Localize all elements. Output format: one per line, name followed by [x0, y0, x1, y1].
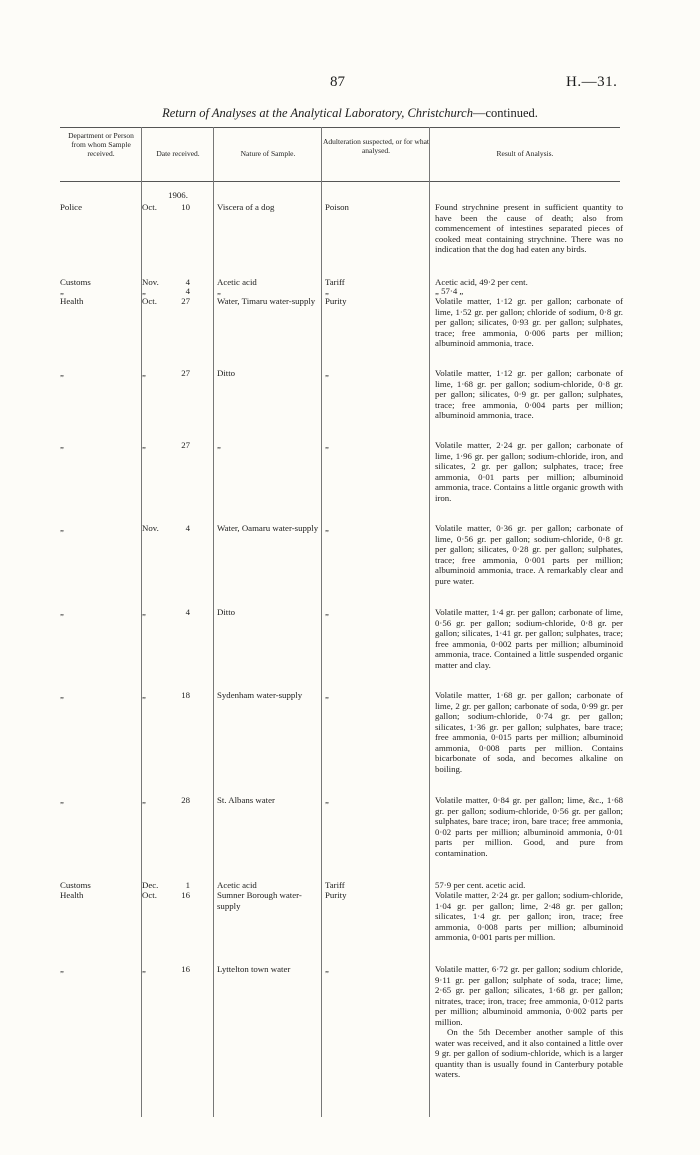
cell-day: 27	[181, 296, 190, 306]
cell-month: Nov.	[142, 277, 159, 287]
cell-result: 57·9 per cent. acetic acid.	[435, 880, 526, 890]
cell-department: „	[60, 523, 64, 533]
cell-result: „ 57·4 „	[435, 286, 464, 296]
cell-month: „	[142, 286, 146, 296]
header-result: Result of Analysis.	[496, 149, 554, 158]
cell-nature: Acetic acid	[217, 277, 257, 287]
cell-day: 18	[181, 690, 190, 700]
cell-adulteration: Tariff	[325, 277, 345, 287]
cell-day: 4	[185, 286, 190, 296]
cell-day: 4	[185, 523, 190, 533]
cell-department: Customs	[60, 880, 91, 890]
header-department: Department or Person from whom Sample received.	[68, 131, 134, 158]
cell-day: 4	[185, 277, 190, 287]
cell-month: Oct.	[142, 296, 157, 306]
column-divider	[429, 127, 430, 1117]
cell-day: 1	[185, 880, 190, 890]
cell-result: Acetic acid, 49·2 per cent.	[435, 277, 528, 287]
cell-adulteration: Tariff	[325, 880, 345, 890]
cell-nature: Viscera of a dog	[217, 202, 275, 212]
cell-department: „	[60, 690, 64, 700]
cell-nature: Water, Timaru water-supply	[217, 296, 316, 306]
cell-result: Volatile matter, 2·24 gr. per gallon; carbonate of lime, 1·96 gr. per gallon; sodium-chloride, iron, and silicates, 2 gr. per gallon; sulphates, trace; free ammonia, 0·01 parts per million; albuminoid ammonia, trace. Contains a little organic growth with iron.	[435, 440, 623, 503]
cell-month: „	[142, 964, 146, 974]
year-label: 1906.	[168, 190, 188, 200]
cell-day: 10	[181, 202, 190, 212]
cell-month: Nov.	[142, 523, 159, 533]
cell-department: Health	[60, 296, 84, 306]
title-main: Return of Analyses at the Analytical Laboratory, Christchurch	[162, 106, 473, 120]
cell-nature: St. Albans water	[217, 795, 275, 805]
cell-month: „	[142, 690, 146, 700]
cell-nature: „	[217, 440, 221, 450]
page-title	[0, 106, 700, 121]
cell-nature: „	[217, 286, 221, 296]
cell-department: „	[60, 286, 64, 296]
cell-day: 27	[181, 440, 190, 450]
cell-month: Oct.	[142, 890, 157, 900]
column-divider	[213, 127, 214, 1117]
cell-adulteration: „	[325, 690, 329, 700]
cell-month: „	[142, 607, 146, 617]
cell-adulteration: Purity	[325, 890, 347, 900]
page-number: 87	[330, 74, 345, 90]
cell-day: 27	[181, 368, 190, 378]
cell-nature: Ditto	[217, 607, 236, 617]
cell-department: „	[60, 964, 64, 974]
header-adulteration: Adulteration suspected, or for what analysed.	[322, 137, 429, 155]
cell-adulteration: Purity	[325, 296, 347, 306]
cell-month: „	[142, 440, 146, 450]
cell-nature: Water, Oamaru water-supply	[217, 523, 319, 533]
document-reference: H.—31.	[566, 74, 618, 90]
cell-result: Volatile matter, 1·4 gr. per gallon; carbonate of lime, 0·56 gr. per gallon; sodium-chloride, 0·8 gr. per gallon; silicates, 1·41 gr. per gallon; sulphates, trace; free ammonia, 0·002 parts per million; albuminoid ammonia, trace. Contained a little suspended organic matter and clay.	[435, 607, 623, 670]
cell-adulteration: „	[325, 607, 329, 617]
table-header-rule	[60, 181, 620, 182]
cell-department: Health	[60, 890, 84, 900]
cell-day: 16	[181, 890, 190, 900]
cell-adulteration: „	[325, 440, 329, 450]
header-date: Date received.	[156, 149, 200, 158]
cell-nature: Ditto	[217, 368, 236, 378]
table-top-rule	[60, 127, 620, 128]
cell-department: „	[60, 795, 64, 805]
cell-day: 28	[181, 795, 190, 805]
cell-adulteration: Poison	[325, 202, 349, 212]
cell-result: Volatile matter, 0·84 gr. per gallon; lime, &c., 1·68 gr. per gallon; sodium-chloride, 0·56 gr. per gallon; sulphates, bare trace; iron, bare trace; free ammonia, 0·02 parts per million; albuminoid ammonia, 0·01 parts per million. Good, and pure from contamination.	[435, 795, 623, 858]
cell-month: „	[142, 368, 146, 378]
cell-month: Oct.	[142, 202, 157, 212]
cell-nature: Sydenham water-supply	[217, 690, 303, 700]
column-divider	[321, 127, 322, 1117]
cell-department: „	[60, 368, 64, 378]
cell-result	[435, 964, 623, 1080]
cell-nature: Acetic acid	[217, 880, 257, 890]
cell-adulteration: „	[325, 795, 329, 805]
cell-adulteration: „	[325, 368, 329, 378]
cell-nature: Lyttelton town water	[217, 964, 291, 974]
cell-month: „	[142, 795, 146, 805]
cell-result: Volatile matter, 1·12 gr. per gallon; carbonate of lime, 1·68 gr. per gallon; sodium-chloride, 0·8 gr. per gallon; silicates, 0·9 gr. per gallon; sulphates, trace; free ammonia, 0·004 parts per million; albuminoid ammonia, trace.	[435, 368, 623, 420]
cell-result: Volatile matter, 0·36 gr. per gallon; carbonate of lime, 0·56 gr. per gallon; sodium-chloride, 0·8 gr. per gallon; silicates, 0·28 gr. per gallon; sulphates, trace; free ammonia, 0·001 parts per million; albuminoid ammonia, trace. A remarkably clear and pure water.	[435, 523, 623, 586]
cell-department: Customs	[60, 277, 91, 287]
cell-result: Volatile matter, 2·24 gr. per gallon; sodium-chloride, 1·04 gr. per gallon; lime, 2·48 gr. per gallon; silicates, 1·4 gr. per gallon; iron, trace; free ammonia, 0·008 parts per million; albuminoid ammonia, 0·001 parts per million.	[435, 890, 623, 942]
cell-result: Found strychnine present in sufficient quantity to have been the cause of death; also from commencement of intestines separated pieces of cooked meat containing strychnine. There was no indication that the dog had eaten any birds.	[435, 202, 623, 254]
cell-department: „	[60, 440, 64, 450]
title-suffix: —continued.	[472, 106, 538, 120]
cell-department: Police	[60, 202, 82, 212]
cell-department: „	[60, 607, 64, 617]
cell-day: 16	[181, 964, 190, 974]
cell-adulteration: „	[325, 964, 329, 974]
cell-day: 4	[185, 607, 190, 617]
cell-result: Volatile matter, 1·12 gr. per gallon; carbonate of lime, 1·52 gr. per gallon; chloride of sodium, 0·8 gr. per gallon; silicates, 0·93 gr. per gallon; sulphates, trace; free ammonia, 0·006 parts per million; albuminoid ammonia, trace.	[435, 296, 623, 348]
header-nature: Nature of Sample.	[240, 149, 296, 158]
cell-adulteration: „	[325, 286, 329, 296]
analysis-table	[60, 127, 625, 1117]
result-note: On the 5th December another sample of this water was received, and it also contained a little over 9 gr. per gallon of sodium-chloride, which is a larger quantity than is usually found in Canterbury potable waters.	[435, 1027, 623, 1079]
result-text: Volatile matter, 6·72 gr. per gallon; sodium chloride, 9·11 gr. per gallon; sulphate of soda, trace; lime, 2·65 gr. per gallon; silicates, 1·68 gr. per gallon; nitrates, trace; iron, trace; free ammonia, 0·012 parts per million; albuminoid ammonia, 0·002 parts per million.	[435, 964, 623, 1027]
cell-month: Dec.	[142, 880, 159, 890]
cell-result: Volatile matter, 1·68 gr. per gallon; carbonate of lime, 2 gr. per gallon; carbonate of soda, 0·99 gr. per gallon; sodium-chloride, 0·74 gr. per gallon; silicates, 1·36 gr. per gallon; sulphates, bare trace; free ammonia, 0·015 parts per million; albuminoid ammonia, 0·008 parts per million. Contains bicarbonate of soda, and becomes alkaline on boiling.	[435, 690, 623, 774]
cell-adulteration: „	[325, 523, 329, 533]
cell-nature: Sumner Borough water-supply	[217, 890, 302, 911]
